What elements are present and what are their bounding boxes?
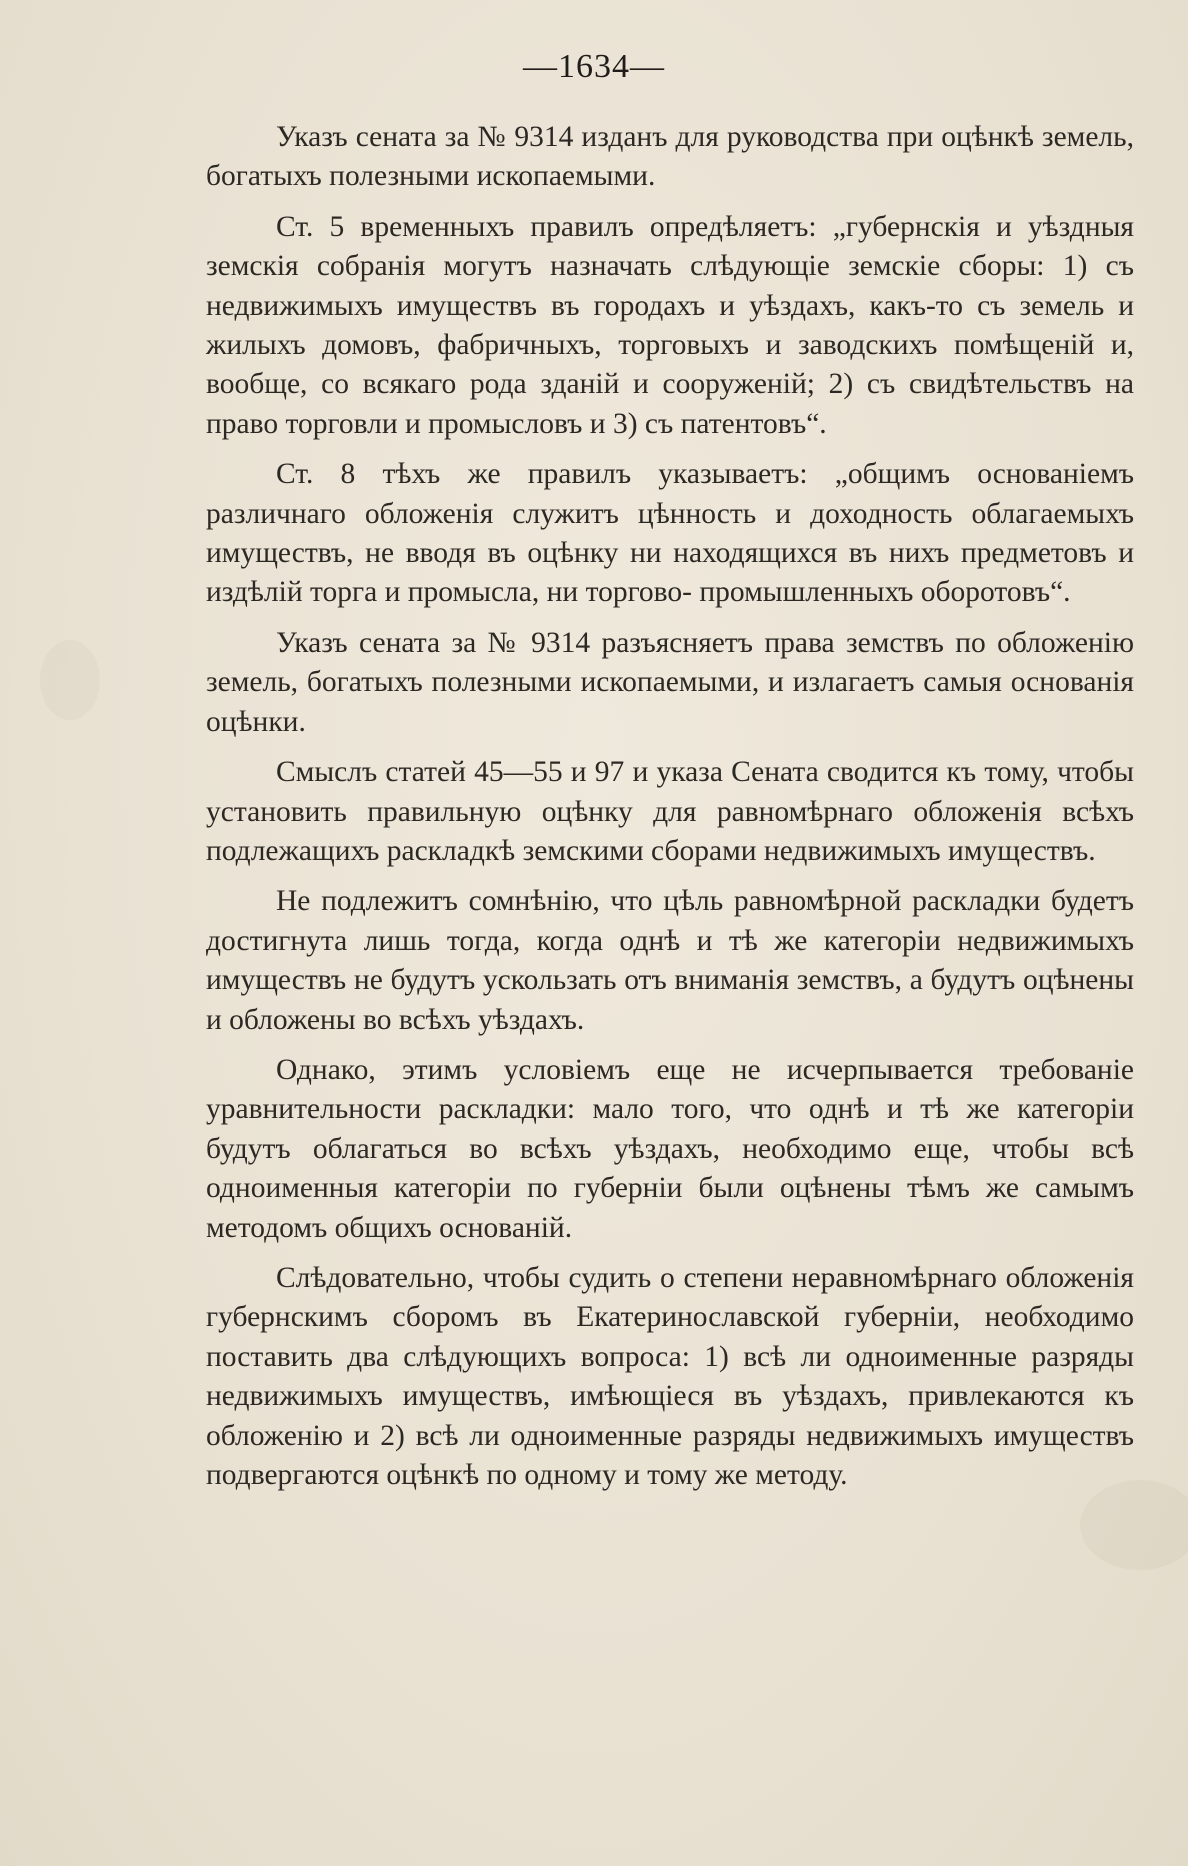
paragraph: Ст. 8 тѣхъ же правилъ указываетъ: „общимъ основаніемъ различнаго обложенія служитъ цѣнность и доходность облагаемыхъ имуществъ, не вводя въ оцѣнку ни находящихся въ нихъ предметовъ и издѣлій торга и промысла, ни торгово- промышленныхъ оборотовъ“. (206, 458, 1134, 609)
paper-stain (40, 640, 100, 720)
paragraph: Указъ сената за № 9314 разъясняетъ права земствъ по обложенію земель, богатыхъ полезными ископаемыми, и излагаетъ самыя основанія оцѣнки. (206, 626, 1134, 738)
paragraph: Однако, этимъ условіемъ еще не исчерпывается требованіе уравнительности раскладки: мало того, что однѣ и тѣ же категоріи будутъ облагаться во всѣхъ уѣздахъ, необходимо еще, чтобы всѣ одноименныя категоріи по губерніи были оцѣнены тѣмъ же самымъ методомъ общихъ основаній. (206, 1053, 1134, 1244)
paragraph: Слѣдовательно, чтобы судить о степени неравномѣрнаго обложенія губернскимъ сборомъ въ Екатеринославской губерніи, необходимо поставить два слѣдующихъ вопроса: 1) всѣ ли одноименные разряды недвижимыхъ имуществъ, имѣющіеся въ уѣздахъ, привлекаются къ обложенію и 2) всѣ ли одноименные разряды недвижимыхъ имуществъ подвергаются оцѣнкѣ по одному и тому же методу. (206, 1261, 1134, 1491)
paragraph: Ст. 5 временныхъ правилъ опредѣляетъ: „губернскія и уѣздныя земскія собранія могутъ назначать слѣдующіе земскіе сборы: 1) съ недвижимыхъ имуществъ въ городахъ и уѣздахъ, какъ-то съ земель и жилыхъ домовъ, фабричныхъ, торговыхъ и заводскихъ помѣщеній и, вообще, со всякаго рода зданій и сооруженій; 2) съ свидѣтельствъ на право торговли и промысловъ и 3) съ патентовъ“. (206, 210, 1134, 440)
paragraph: Не подлежитъ сомнѣнію, что цѣль равномѣрной раскладки будетъ достигнута лишь тогда, когда однѣ и тѣ же категоріи недвижимыхъ имуществъ не будутъ ускользать отъ вниманія земствъ, а будутъ оцѣнены и обложены во всѣхъ уѣздахъ. (206, 885, 1134, 1036)
paragraph: Смыслъ статей 45—55 и 97 и указа Сената сводится къ тому, чтобы установить правильную оцѣнку для равномѣрнаго обложенія всѣхъ подлежащихъ раскладкѣ земскими сборами недвижимыхъ имуществъ. (206, 756, 1134, 867)
page-number: —1634— (523, 48, 665, 85)
body-text (206, 118, 1134, 1506)
paragraph: Указъ сената за № 9314 изданъ для руководства при оцѣнкѣ земель, богатыхъ полезными ископаемыми. (206, 121, 1134, 193)
